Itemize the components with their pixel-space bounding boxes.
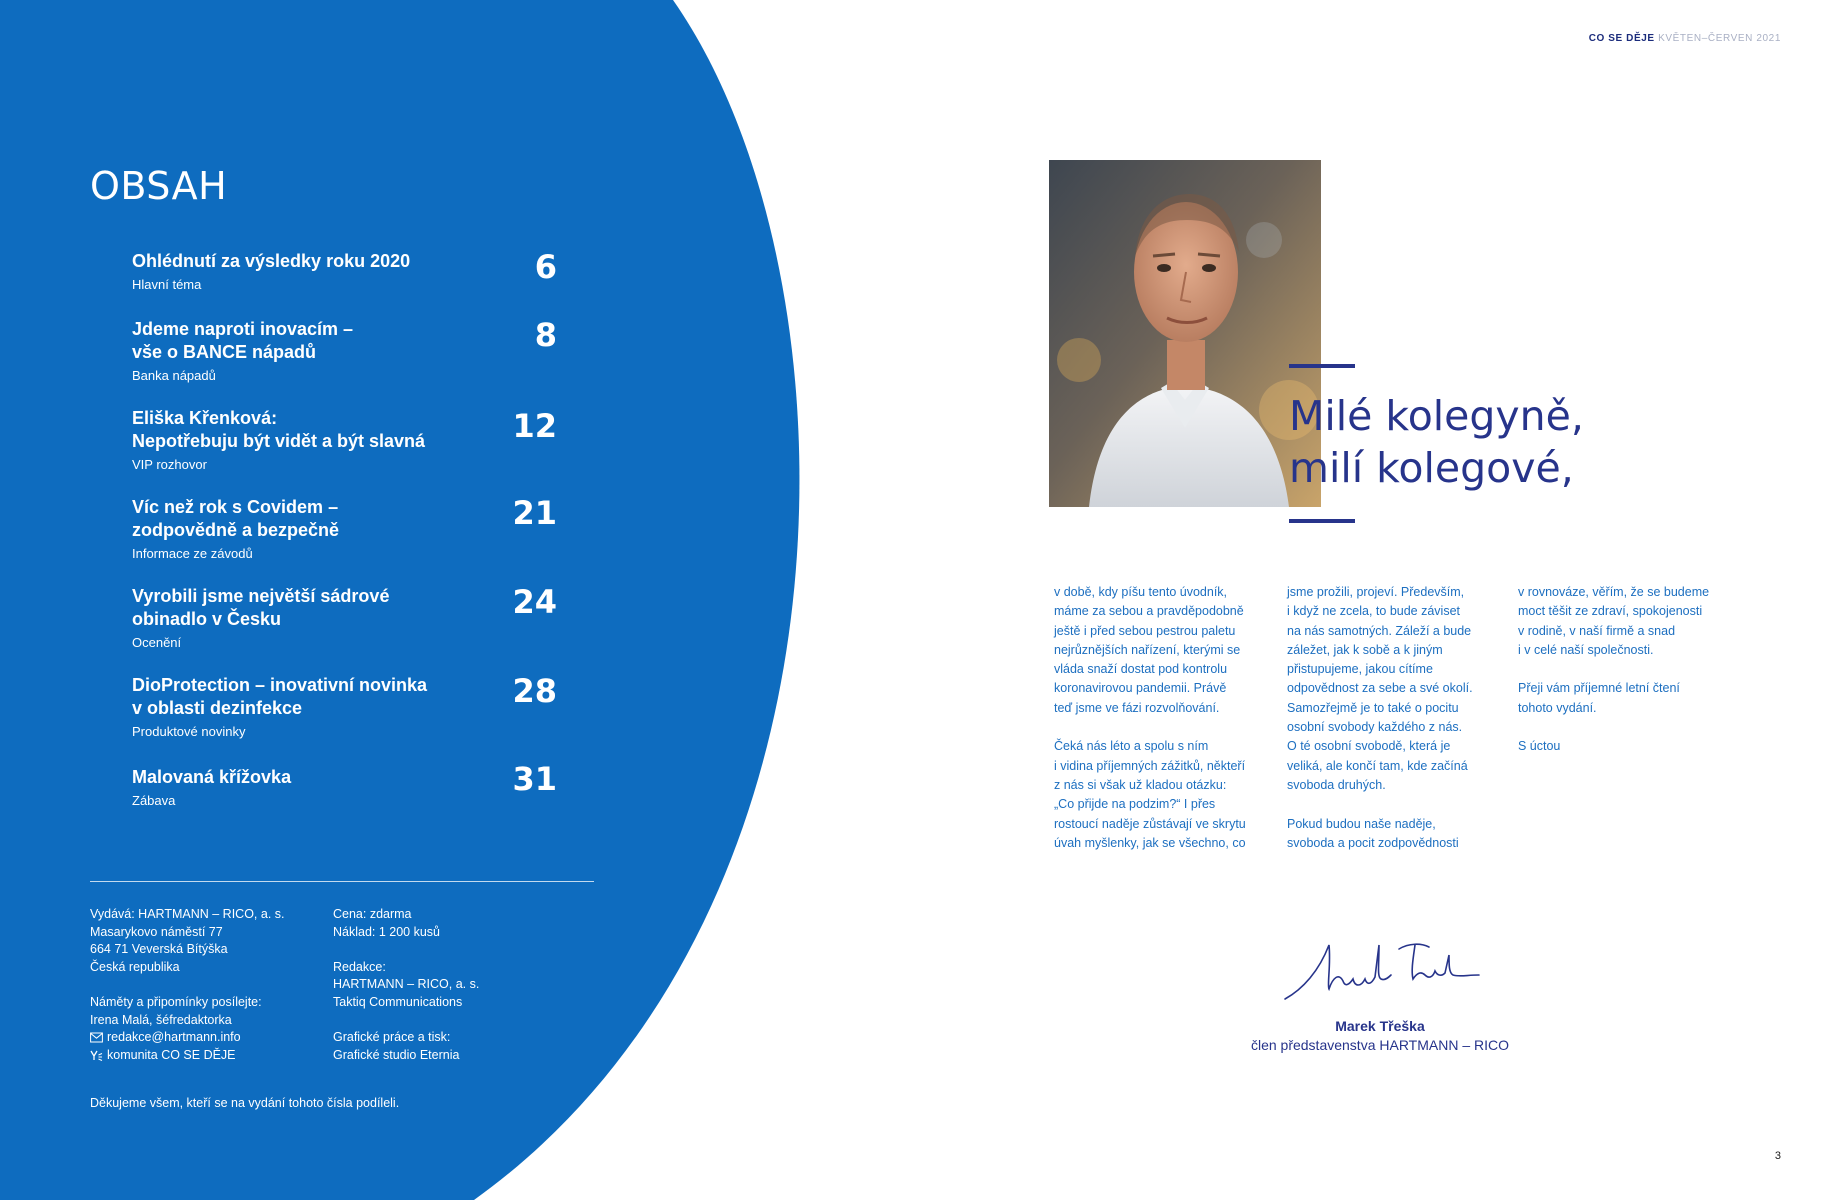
email-link[interactable]: redakce@hartmann.info bbox=[107, 1030, 241, 1045]
editorial-column-1 bbox=[1054, 583, 1254, 872]
contact-label: Náměty a připomínky posílejte: bbox=[90, 994, 262, 1009]
toc-item[interactable] bbox=[132, 760, 557, 810]
toc-item[interactable] bbox=[132, 407, 557, 474]
editorial-paragraph: Pokud budou naše naděje, svoboda a pocit zodpovědnosti bbox=[1287, 816, 1459, 850]
toc-item-title: DioProtection – inovativní novinka v oblasti dezinfekce bbox=[132, 675, 428, 718]
graphics-value: Grafické studio Eternia bbox=[333, 1047, 460, 1062]
issue-header bbox=[1589, 33, 1781, 44]
toc-item-page: 8 bbox=[534, 316, 557, 354]
author-name: Marek Třeška bbox=[1335, 1018, 1425, 1034]
toc-item-page: 21 bbox=[512, 494, 557, 532]
toc-item-page: 28 bbox=[512, 672, 557, 710]
toc-item-title: Ohlédnutí za výsledky roku 2020 bbox=[132, 251, 411, 271]
price: Cena: zdarma bbox=[333, 907, 412, 921]
editorial-column-2 bbox=[1287, 583, 1487, 872]
toc-item-title: Eliška Křenková: Nepotřebuju být vidět a být slavná bbox=[132, 408, 426, 451]
toc-item[interactable] bbox=[132, 250, 557, 294]
toc-item-title: Víc než rok s Covidem – zodpovědně a bezpečně bbox=[132, 497, 340, 540]
toc-item[interactable] bbox=[132, 318, 557, 385]
print-run: Náklad: 1 200 kusů bbox=[333, 924, 441, 939]
toc-item-page: 24 bbox=[512, 583, 557, 621]
toc-item-section: Produktové novinky bbox=[132, 724, 246, 739]
email-line[interactable] bbox=[90, 1029, 285, 1047]
toc-item-page: 6 bbox=[534, 248, 557, 286]
toc-item-title: Vyrobili jsme největší sádrové obinadlo v Česku bbox=[132, 586, 390, 629]
issue-date: KVĚTEN–ČERVEN 2021 bbox=[1658, 33, 1781, 44]
editorial-paragraph: S úctou bbox=[1518, 739, 1561, 754]
imprint-publisher bbox=[90, 906, 285, 1064]
publisher-line: 664 71 Veverská Bítýška bbox=[90, 942, 228, 957]
editorial-label: Redakce: bbox=[333, 959, 386, 974]
envelope-icon bbox=[90, 1032, 103, 1043]
toc-item-section: Zábava bbox=[132, 793, 176, 808]
toc-item-title: Malovaná křížovka bbox=[132, 767, 292, 787]
editorial-paragraph: v rovnováze, věřím, že se budeme moct těšit ze zdraví, spokojenosti v rodině, v naší firmě a snad i v celé naší společnosti. bbox=[1518, 585, 1710, 657]
editorial-paragraph: jsme prožili, projeví. Především, i když ne zcela, to bude záviset na nás samotných. Záleží a bude záležet, jak k sobě a k jiným přistupujeme, jakou cítíme odpovědnost za sebe a své okolí. Samozřejmě je to také o pocitu osobní svobody každého z nás. O té osobní svobodě, která je veliká, ale končí tam, kde začíná svoboda druhých. bbox=[1287, 585, 1473, 792]
toc-item-section: Informace ze závodů bbox=[132, 546, 253, 561]
toc-item-page: 12 bbox=[512, 407, 557, 445]
toc-item[interactable] bbox=[132, 496, 557, 563]
community-line[interactable] bbox=[90, 1047, 285, 1065]
publisher-line: Masarykovo náměstí 77 bbox=[90, 924, 223, 939]
yammer-icon bbox=[90, 1050, 103, 1061]
toc-item[interactable] bbox=[132, 674, 557, 741]
publisher-line: Vydává: HARTMANN – RICO, a. s. bbox=[90, 907, 285, 921]
toc-item-section: VIP rozhovor bbox=[132, 457, 207, 472]
graphics-label: Grafické práce a tisk: bbox=[333, 1030, 451, 1045]
thanks-note: Děkujeme všem, kteří se na vydání tohoto čísla podíleli. bbox=[90, 1096, 400, 1110]
editorial-line: Taktiq Communications bbox=[333, 994, 463, 1009]
editorial-paragraph: Přeji vám příjemné letní čtení tohoto vydání. bbox=[1518, 681, 1680, 715]
contents-title: OBSAH bbox=[90, 164, 228, 208]
accent-line-top bbox=[1289, 364, 1355, 368]
contents-divider bbox=[90, 881, 594, 882]
contact-name: Irena Malá, šéfredaktorka bbox=[90, 1012, 232, 1027]
toc-item-section: Hlavní téma bbox=[132, 277, 202, 292]
editorial-paragraph: Čeká nás léto a spolu s ním i vidina příjemných zážitků, někteří z nás si však už kladou otázku: „Co přijde na podzim?“ I přes rostoucí naděje zůstávají ve skrytu úvah myšlenky, jak se všechno, co bbox=[1054, 739, 1246, 850]
author-photo bbox=[1049, 160, 1321, 507]
author-role: člen představenstva HARTMANN – RICO bbox=[1250, 1037, 1510, 1053]
author-signature bbox=[1283, 935, 1483, 1005]
publisher-line: Česká republika bbox=[90, 959, 180, 974]
accent-line-bottom bbox=[1289, 519, 1355, 523]
page-number: 3 bbox=[1774, 1150, 1781, 1162]
toc-item-page: 31 bbox=[512, 760, 557, 798]
magazine-name: CO SE DĚJE bbox=[1588, 33, 1655, 44]
community-link[interactable]: komunita CO SE DĚJE bbox=[107, 1047, 236, 1062]
editorial-paragraph: v době, kdy píšu tento úvodník, máme za sebou a pravděpodobně ještě i před sebou pestrou paletu nejrůznějších nařízení, kterými se vláda snaží dostat pod kontrolu koronavirovou pandemii. Právě teď jsme ve fázi rozvolňování. bbox=[1054, 585, 1244, 715]
editorial-column-3 bbox=[1518, 583, 1718, 776]
toc-item-section: Banka nápadů bbox=[132, 368, 216, 383]
editorial-greeting: Milé kolegyně, milí kolegové, bbox=[1289, 392, 1584, 492]
toc-item-title: Jdeme naproti inovacím – vše o BANCE nápadů bbox=[132, 319, 354, 362]
editorial-line: HARTMANN – RICO, a. s. bbox=[333, 977, 480, 992]
toc-item-section: Ocenění bbox=[132, 635, 182, 650]
imprint-details bbox=[333, 906, 479, 1064]
toc-item[interactable] bbox=[132, 585, 557, 652]
